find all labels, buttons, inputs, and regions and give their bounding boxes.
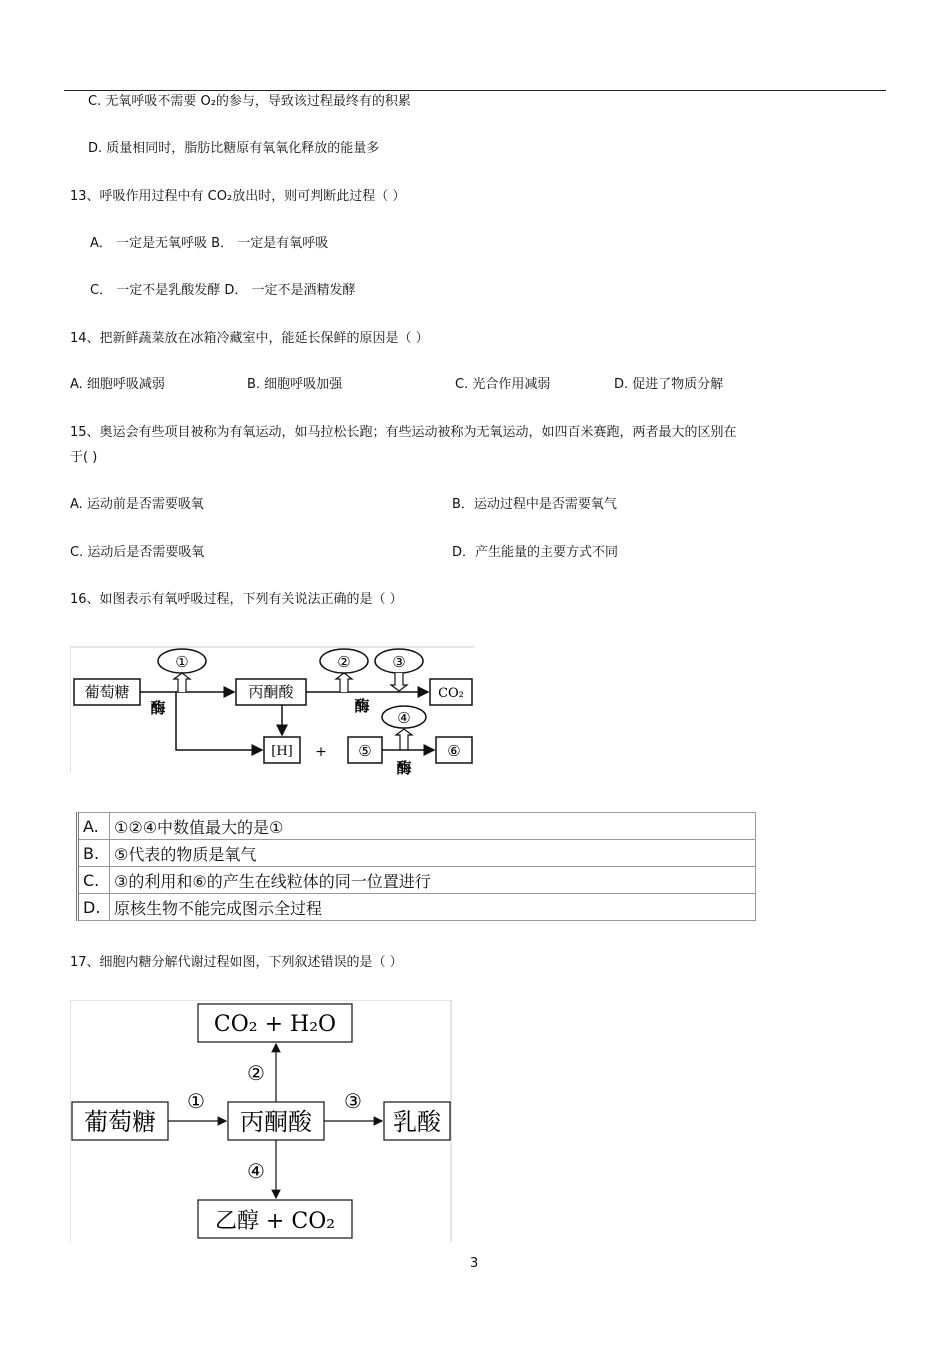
option-key: A. xyxy=(78,813,110,840)
step-3-marker: ③ xyxy=(344,1089,362,1113)
question-15-option-c: C. 运动后是否需要吸氧 xyxy=(70,545,205,560)
enzyme-label-3: 酶 xyxy=(396,759,412,775)
option-row xyxy=(78,894,756,921)
option-row xyxy=(78,867,756,894)
co2-h2o-label: CO₂ + H₂O xyxy=(213,1012,337,1037)
marker-5: ⑤ xyxy=(358,742,372,760)
option-key: B. xyxy=(78,840,110,867)
step-4-marker: ④ xyxy=(247,1159,265,1183)
option-c-line: C. 无氧呼吸不需要 O₂的参与，导致该过程最终有的积累 xyxy=(88,94,411,109)
question-15-option-b: B．运动过程中是否需要氧气 xyxy=(452,497,617,512)
question-14-option-d: D. 促进了物质分解 xyxy=(614,377,724,392)
question-15-line2: 于( ) xyxy=(70,450,98,465)
question-14: 14、把新鲜蔬菜放在冰箱冷藏室中，能延长保鲜的原因是（ ） xyxy=(70,331,429,346)
glucose-box-label: 葡萄糖 xyxy=(84,683,130,701)
enzyme-label-2: 酶 xyxy=(354,697,370,715)
glucose-metabolism-diagram xyxy=(70,1000,452,1242)
pyruvate-box-label: 丙酮酸 xyxy=(248,683,294,701)
option-text: 原核生物不能完成图示全过程 xyxy=(110,894,756,921)
step-1-marker: ① xyxy=(187,1089,205,1113)
option-text: ③的利用和⑥的产生在线粒体的同一位置进行 xyxy=(110,867,756,894)
question-13: 13、呼吸作用过程中有 CO₂放出时，则可判断此过程（ ） xyxy=(70,189,406,204)
question-14-option-c: C. 光合作用减弱 xyxy=(455,377,551,392)
plus-sign: + xyxy=(315,744,327,760)
page-number: 3 xyxy=(470,1256,479,1271)
header-rule xyxy=(64,90,886,91)
option-text: ⑤代表的物质是氧气 xyxy=(110,840,756,867)
ethanol-co2-label: 乙醇 + CO₂ xyxy=(214,1209,336,1234)
question-17: 17、细胞内糖分解代谢过程如图，下列叙述错误的是（ ） xyxy=(70,955,403,970)
question-15-option-a: A. 运动前是否需要吸氧 xyxy=(70,497,204,512)
glucose-label: 葡萄糖 xyxy=(84,1108,156,1136)
marker-2: ② xyxy=(337,653,351,671)
option-row xyxy=(78,840,756,867)
question-13-options-ab: A． 一定是无氧呼吸 B． 一定是有氧呼吸 xyxy=(90,236,329,251)
marker-1: ① xyxy=(175,653,189,671)
question-15-line1: 15、奥运会有些项目被称为有氧运动，如马拉松长跑；有些运动被称为无氧运动，如四百米赛跑，两者最大的区别在 xyxy=(70,425,737,440)
enzyme-label-1: 酶 xyxy=(150,699,166,717)
h-box-label: [H] xyxy=(271,744,293,759)
question-16: 16、如图表示有氧呼吸过程，下列有关说法正确的是（ ） xyxy=(70,592,403,607)
question-15-option-d: D．产生能量的主要方式不同 xyxy=(452,545,619,560)
option-row xyxy=(78,813,756,840)
question-14-option-b: B. 细胞呼吸加强 xyxy=(247,377,343,392)
co2-box-label: CO₂ xyxy=(438,686,464,701)
marker-6: ⑥ xyxy=(447,742,461,760)
step-2-marker: ② xyxy=(247,1061,265,1085)
question-14-option-a: A. 细胞呼吸减弱 xyxy=(70,377,165,392)
option-key: C. xyxy=(78,867,110,894)
option-d-line: D. 质量相同时，脂肪比糖原有氧氧化释放的能量多 xyxy=(88,141,380,156)
option-text: ①②④中数值最大的是① xyxy=(110,813,756,840)
question-16-options-table xyxy=(76,812,756,921)
option-key: D. xyxy=(78,894,110,921)
marker-3: ③ xyxy=(392,653,406,671)
aerobic-respiration-diagram xyxy=(70,645,475,775)
question-13-options-cd: C． 一定不是乳酸发酵 D． 一定不是酒精发酵 xyxy=(90,283,356,298)
lactic-acid-label: 乳酸 xyxy=(393,1108,441,1136)
pyruvate-label: 丙酮酸 xyxy=(240,1108,312,1136)
marker-4: ④ xyxy=(397,709,411,727)
